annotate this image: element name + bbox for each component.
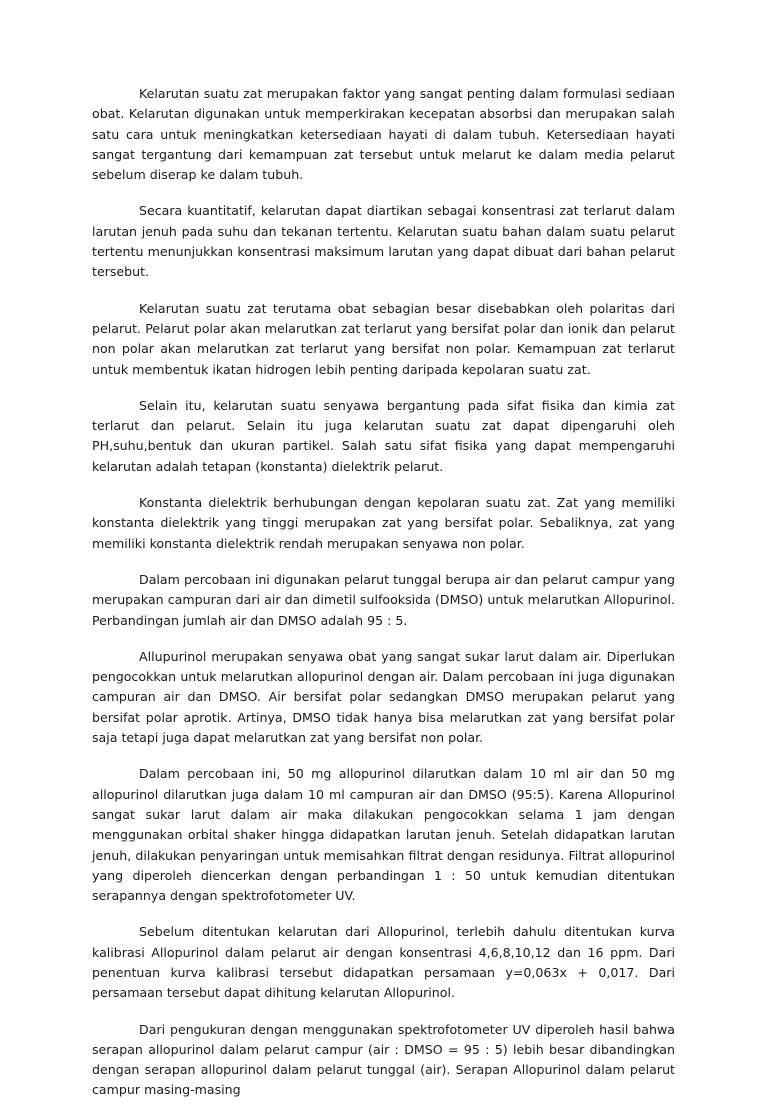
paragraph-hasil-serapan: Dari pengukuran dengan menggunakan spektrofotometer UV diperoleh hasil bahwa serapan allopurinol dalam pelarut campur (air : DMSO = 95 : 5) lebih besar dibandingkan dengan serapan allopurinol dalam pelarut tunggal (air). Serapan Allopurinol dalam pelarut campur masing-masing <box>92 1021 675 1098</box>
paragraph-polaritas: Kelarutan suatu zat terutama obat sebagian besar disebabkan oleh polaritas dari pelarut. Pelarut polar akan melarutkan zat terlarut yang bersifat polar dan ionik dan pelarut non polar akan melarutkan zat terlarut yang bersifat non polar. Kemampuan zat terlarut untuk membentuk ikatan hidrogen lebih penting daripada kepolaran suatu zat. <box>92 300 675 377</box>
paragraph-konstanta-dielektrik: Konstanta dielektrik berhubungan dengan kepolaran suatu zat. Zat yang memiliki konstanta dielektrik yang tinggi merupakan zat yang bersifat polar. Sebaliknya, zat yang memiliki konstanta dielektrik rendah merupakan senyawa non polar. <box>92 495 675 551</box>
paragraph-kuantitatif: Secara kuantitatif, kelarutan dapat diartikan sebagai konsentrasi zat terlarut dalam larutan jenuh pada suhu dan tekanan tertentu. Kelarutan suatu bahan dalam suatu pelarut tertentu menunjukkan konsentrasi maksimum larutan yang dapat dibuat dari bahan pelarut tersebut. <box>92 203 675 280</box>
paragraph-sifat-fisika: Selain itu, kelarutan suatu senyawa bergantung pada sifat fisika dan kimia zat terlarut dan pelarut. Selain itu juga kelarutan suatu zat dapat dipengaruhi oleh PH,suhu,bentuk dan ukuran partikel. Salah satu sifat fisika yang dapat mempengaruhi kelarutan adalah tetapan (konstanta) dielektrik pelarut. <box>92 397 675 474</box>
paragraph-prosedur: Dalam percobaan ini, 50 mg allopurinol dilarutkan dalam 10 ml air dan 50 mg allopurinol dilarutkan juga dalam 10 ml campuran air dan DMSO (95:5). Karena Allopurinol sangat sukar larut dalam air maka dilakukan pengocokkan selama 1 jam dengan menggunakan orbital shaker hingga didapatkan larutan jenuh. Setelah didapatkan larutan jenuh, dilakukan penyaringan untuk memisahkan filtrat dengan residunya. Filtrat allopurinol yang diperoleh diencerkan dengan perbandingan 1 : 50 untuk kemudian ditentukan serapannya dengan spektrofotometer UV. <box>92 766 675 904</box>
document-page <box>92 84 675 1117</box>
paragraph-kelarutan-intro: Kelarutan suatu zat merupakan faktor yang sangat penting dalam formulasi sediaan obat. Kelarutan digunakan untuk memperkirakan kecepatan absorbsi dan merupakan salah satu cara untuk meningkatkan ketersediaan hayati di dalam tubuh. Ketersediaan hayati sangat tergantung dari kemampuan zat tersebut untuk melarut ke dalam media pelarut sebelum diserap ke dalam tubuh. <box>92 86 675 183</box>
paragraph-percobaan-pelarut: Dalam percobaan ini digunakan pelarut tunggal berupa air dan pelarut campur yang merupakan campuran dari air dan dimetil sulfooksida (DMSO) untuk melarutkan Allopurinol. Perbandingan jumlah air dan DMSO adalah 95 : 5. <box>92 571 675 628</box>
paragraph-kurva-kalibrasi: Sebelum ditentukan kelarutan dari Allopurinol, terlebih dahulu ditentukan kurva kalibrasi Allopurinol dalam pelarut air dengan konsentrasi 4,6,8,10,12 dan 16 ppm. Dari penentuan kurva kalibrasi tersebut didapatkan persamaan y=0,063x + 0,017. Dari persamaan tersebut dapat dihitung kelarutan Allopurinol. <box>92 924 675 1001</box>
paragraph-allopurinol-dmso: Allupurinol merupakan senyawa obat yang sangat sukar larut dalam air. Diperlukan pengocokkan untuk melarutkan allopurinol dengan air. Dalam percobaan ini juga digunakan campuran air dan DMSO. Air bersifat polar sedangkan DMSO merupakan pelarut yang bersifat polar aprotik. Artinya, DMSO tidak hanya bisa melarutkan zat yang bersifat polar saja tetapi juga dapat melarutkan zat yang bersifat non polar. <box>92 648 675 746</box>
